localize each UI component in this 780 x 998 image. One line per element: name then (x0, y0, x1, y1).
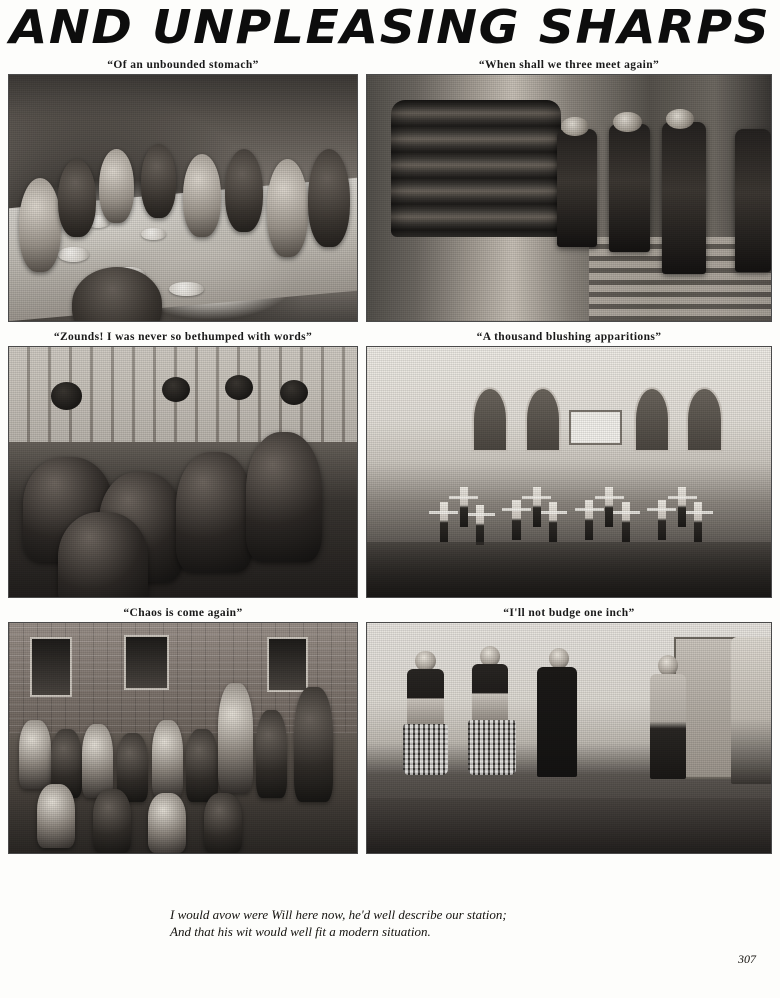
child (82, 724, 113, 798)
child (93, 789, 131, 853)
photo-cell-classroom (366, 604, 772, 854)
diner (308, 149, 350, 247)
gym-student (694, 502, 702, 542)
page-number: 307 (738, 952, 756, 966)
student-head (280, 380, 308, 405)
boy-head (613, 112, 641, 132)
gym-student (533, 487, 541, 527)
student-figure (407, 669, 443, 729)
photo-children (8, 622, 358, 854)
photo-cell-banquet (8, 56, 358, 322)
partial-figure (735, 129, 771, 272)
diner (99, 149, 134, 223)
plate (58, 247, 89, 262)
boy (557, 129, 597, 247)
student-figure (537, 667, 577, 777)
window (124, 635, 169, 690)
photo-jackets-scene (9, 347, 357, 597)
club-jacket (176, 452, 253, 572)
gym-student (440, 502, 448, 542)
verse-line-1: I would avow were Will here now, he'd well describe our station; (170, 907, 507, 922)
gym-window-arch (472, 387, 508, 452)
gym-student (658, 500, 666, 540)
child (152, 720, 183, 798)
diner (58, 159, 96, 238)
photo-caption: “Chaos is come again” (123, 607, 243, 619)
gym-student (678, 487, 686, 527)
photo-jackets (8, 346, 358, 598)
photo-classroom-scene (367, 623, 771, 853)
diner (225, 149, 263, 233)
gym-window-arch (686, 387, 722, 452)
footer-verse (170, 906, 690, 940)
photo-caption: “Of an unbounded stomach” (107, 59, 259, 71)
window (267, 637, 309, 692)
student-head (225, 375, 253, 400)
photo-caption: “Zounds! I was never so bethumped with words” (53, 331, 313, 343)
photo-cell-column (366, 56, 772, 322)
club-jacket (246, 432, 323, 562)
verse-line-2: And that his wit would well fit a modern situation. (170, 924, 431, 939)
student-figure (650, 674, 686, 780)
photo-banquet (8, 74, 358, 322)
stone-column-base (391, 100, 561, 238)
club-jacket (58, 512, 148, 598)
diner (183, 154, 221, 238)
photo-caption: “When shall we three meet again” (478, 59, 660, 71)
page-title: AND UNPLEASING SHARPS (9, 0, 771, 54)
photo-cell-children (8, 604, 358, 854)
child (294, 687, 332, 802)
gym-student (549, 502, 557, 542)
page-header (0, 0, 780, 56)
gym-floor (367, 542, 771, 597)
gym-student (460, 487, 468, 527)
photo-row (8, 328, 772, 598)
photo-column (366, 74, 772, 322)
student-head (549, 648, 569, 669)
boy (609, 124, 649, 252)
child (148, 793, 186, 853)
photo-gym-scene (367, 347, 771, 597)
partial-figure (731, 637, 772, 784)
photo-children-scene (9, 623, 357, 853)
plaid-skirt (468, 720, 516, 775)
photo-cell-gym (366, 328, 772, 598)
gym-student (585, 500, 593, 540)
child (256, 710, 287, 797)
plate (141, 228, 165, 240)
student-head (658, 655, 678, 676)
diner (19, 178, 61, 271)
child (19, 720, 50, 789)
boy (662, 122, 706, 275)
diner (267, 159, 309, 257)
photo-row (8, 56, 772, 322)
child (186, 729, 217, 803)
diner (141, 144, 176, 218)
student-figure (472, 664, 508, 724)
child (218, 683, 253, 793)
gym-window-arch (525, 387, 561, 452)
gym-student (476, 505, 484, 545)
student-head (162, 377, 190, 402)
window (30, 637, 72, 697)
basketball-backboard (569, 410, 622, 445)
child (37, 784, 75, 848)
photo-caption: “I'll not budge one inch” (503, 607, 635, 619)
plate (169, 282, 204, 297)
plaid-skirt (403, 724, 447, 775)
gym-window-arch (634, 387, 670, 452)
photo-grid (8, 56, 772, 860)
photo-cell-jackets (8, 328, 358, 598)
child (204, 793, 242, 853)
photo-caption: “A thousand blushing apparitions” (476, 331, 662, 343)
photo-banquet-scene (9, 75, 357, 321)
student-head (51, 382, 82, 410)
classroom-floor (367, 798, 771, 853)
photo-classroom (366, 622, 772, 854)
photo-column-scene (367, 75, 771, 321)
gym-student (622, 502, 630, 542)
gym-student (512, 500, 520, 540)
photo-gym (366, 346, 772, 598)
photo-row (8, 604, 772, 854)
gym-student (605, 487, 613, 527)
